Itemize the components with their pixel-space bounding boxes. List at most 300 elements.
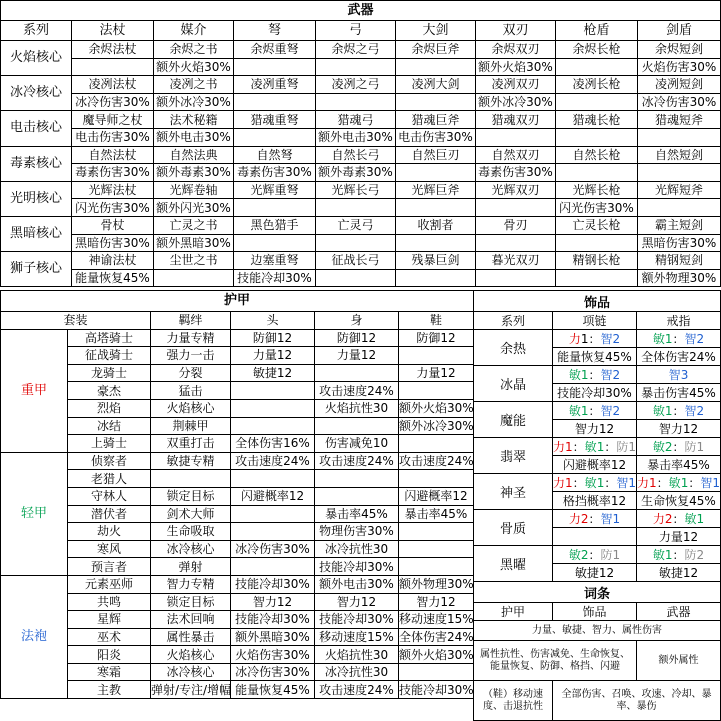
- armor-category-cell: 重甲: [1, 329, 68, 452]
- stat-token: 力: [637, 476, 650, 490]
- weapon-name-cell: 猎魂重弩: [234, 111, 316, 129]
- necklace-bonus: 敏捷12: [553, 564, 637, 582]
- weapon-bonus-cell: 额外毒素30%: [154, 164, 234, 182]
- weapon-bonus-cell: [396, 164, 476, 182]
- armor-set-name: 星辉: [68, 611, 151, 629]
- weapon-bonus-cell: [556, 164, 638, 182]
- affix-header-cell: 武器: [637, 603, 721, 621]
- armor-set-name: 烈焰: [68, 399, 151, 417]
- weapon-name-cell: 凌冽短剑: [638, 76, 721, 94]
- armor-set-row: [1, 417, 474, 435]
- weapon-item-row: [1, 181, 721, 199]
- weapon-bonus-cell: [396, 58, 476, 76]
- armor-feet-stat: [399, 540, 474, 558]
- weapon-bonus-cell: [638, 128, 721, 146]
- armor-body-stat: 火焰抗性30: [315, 646, 399, 664]
- weapon-bonus-cell: [556, 234, 638, 252]
- weapon-name-cell: 神谕法杖: [72, 252, 154, 270]
- necklace-stats: [553, 510, 637, 528]
- stat-token: ：: [572, 476, 585, 490]
- armor-set-row: [1, 505, 474, 523]
- armor-body-stat: 技能冷却30%: [315, 558, 399, 576]
- stat-token: ：: [588, 332, 601, 346]
- armor-header-cell: 身: [315, 312, 399, 330]
- weapon-bonus-cell: 黑暗伤害30%: [638, 234, 721, 252]
- weapon-bonus-cell: [234, 93, 316, 111]
- armor-head-stat: [231, 505, 315, 523]
- weapon-bonus-cell: 额外电击30%: [154, 128, 234, 146]
- armor-title: 护甲: [1, 291, 474, 312]
- weapon-item-row: [1, 216, 721, 234]
- armor-set-name: 潜伏者: [68, 505, 151, 523]
- stat-token: 1: [596, 476, 605, 490]
- armor-head-stat: 技能冷却30%: [231, 611, 315, 629]
- stat-token: 智: [616, 476, 629, 490]
- ring-bonus: 敏捷12: [637, 564, 721, 582]
- weapon-name-cell: 自然弩: [234, 146, 316, 164]
- armor-set-bond: [151, 470, 231, 488]
- armor-feet-stat: [399, 523, 474, 541]
- weapon-bonus-cell: [556, 269, 638, 287]
- ring-stats: [637, 366, 721, 384]
- armor-feet-stat: 闪避概率12: [399, 487, 474, 505]
- armor-set-bond: 荆棘甲: [151, 417, 231, 435]
- armor-feet-stat: 暴击率45%: [399, 505, 474, 523]
- weapon-bonus-cell: 毒素伤害30%: [234, 164, 316, 182]
- accessories-table: [473, 290, 721, 721]
- stat-token: 2: [664, 440, 673, 454]
- weapon-bonus-cell: [154, 269, 234, 287]
- armor-head-stat: 力量12: [231, 347, 315, 365]
- stat-token: 敏: [584, 440, 597, 454]
- accessories-header-cell: 戒指: [637, 312, 721, 330]
- weapon-name-cell: 自然长枪: [556, 146, 638, 164]
- stat-token: 敏: [652, 440, 665, 454]
- ring-stats: [637, 330, 721, 348]
- weapon-name-cell: 猎魂弓: [316, 111, 396, 129]
- weapon-name-cell: 自然双刃: [476, 146, 556, 164]
- armor-set-row: [1, 452, 474, 470]
- armor-feet-stat: [399, 663, 474, 681]
- stat-token: ：: [688, 476, 701, 490]
- armor-body-stat: 移动速度15%: [315, 628, 399, 646]
- armor-set-bond: 力量专精: [151, 329, 231, 347]
- ring-bonus: 智力12: [637, 420, 721, 438]
- armor-body-stat: 攻击速度24%: [315, 681, 399, 699]
- stat-token: 敏: [652, 404, 665, 418]
- armor-set-bond: 锁定目标: [151, 487, 231, 505]
- weapon-series-cell: 黑暗核心: [1, 216, 72, 251]
- stat-token: 1: [696, 440, 705, 454]
- armor-body-stat: [315, 470, 399, 488]
- weapons-header-cell: 大剑: [396, 21, 476, 41]
- armor-set-bond: 生命吸取: [151, 523, 231, 541]
- weapon-bonus-cell: 额外物理30%: [638, 269, 721, 287]
- stat-token: 力: [553, 476, 566, 490]
- stat-token: 敏: [568, 548, 581, 562]
- weapon-name-cell: 光辉法杖: [72, 181, 154, 199]
- stat-token: 1: [664, 404, 673, 418]
- stat-token: 智: [684, 332, 697, 346]
- weapon-item-row: [1, 76, 721, 94]
- weapon-name-cell: 光辉双刃: [476, 181, 556, 199]
- armor-set-name: 老猎人: [68, 470, 151, 488]
- accessory-series-cell: 魔能: [474, 402, 553, 438]
- weapon-name-cell: 尘世之书: [154, 252, 234, 270]
- armor-body-stat: 防御12: [315, 329, 399, 347]
- weapon-bonus-cell: 电击伤害30%: [396, 128, 476, 146]
- weapons-header-row: [1, 21, 721, 41]
- armor-set-bond: 法术回响: [151, 611, 231, 629]
- armor-feet-stat: 全体伤害24%: [399, 629, 474, 644]
- necklace-stats: [553, 366, 637, 384]
- stat-token: 1: [596, 440, 605, 454]
- armor-feet-stat: 技能冷却30%: [399, 682, 474, 697]
- weapon-bonus-cell: 额外毒素30%: [316, 164, 396, 182]
- weapon-name-cell: 凌冽法杖: [72, 76, 154, 94]
- stat-token: 1: [580, 332, 589, 346]
- weapons-header-cell: 媒介: [154, 21, 234, 41]
- armor-body-stat: 冰冷抗性30: [315, 540, 399, 558]
- accessory-series-cell: 骨质: [474, 510, 553, 546]
- stat-token: ：: [672, 332, 685, 346]
- weapon-name-cell: 自然短剑: [638, 146, 721, 164]
- stat-token: 2: [612, 332, 621, 346]
- weapon-bonus-cell: [234, 58, 316, 76]
- armor-head-stat: 敏捷12: [231, 364, 315, 382]
- armor-feet-stat: 智力12: [399, 593, 474, 611]
- weapon-bonus-cell: 额外冰冷30%: [154, 93, 234, 111]
- weapon-bonus-cell: 电击伤害30%: [72, 128, 154, 146]
- armor-set-row: [1, 435, 474, 453]
- armor-set-bond: 火焰核心: [151, 646, 231, 664]
- armor-head-stat: [231, 417, 315, 435]
- weapon-name-cell: 余烬之弓: [316, 41, 396, 59]
- necklace-bonus: 智力12: [553, 420, 637, 438]
- necklace-stats: [553, 474, 637, 492]
- stat-token: 力: [553, 440, 566, 454]
- stat-token: 1: [565, 476, 573, 490]
- armor-feet-stat: 防御12: [399, 329, 474, 347]
- stat-token: 智: [600, 404, 613, 418]
- weapon-bonus-cell: [638, 199, 721, 217]
- weapon-bonus-cell: 火焰伤害30%: [638, 58, 721, 76]
- weapon-bonus-cell: 技能冷却30%: [234, 269, 316, 287]
- armor-feet-stat: 移动速度15%: [399, 612, 474, 627]
- stat-token: ：: [656, 476, 669, 490]
- stat-token: 力: [568, 332, 581, 346]
- ring-stats: [637, 546, 721, 564]
- armor-set-name: 寒霜: [68, 663, 151, 681]
- armor-category-cell: 轻甲: [1, 452, 68, 575]
- stat-token: 1: [580, 368, 589, 382]
- necklace-stats: [553, 330, 637, 348]
- stat-token: 智: [700, 476, 713, 490]
- accessory-series-cell: 余热: [474, 330, 553, 366]
- weapon-name-cell: 余烬长枪: [556, 41, 638, 59]
- armor-feet-stat: 力量12: [399, 364, 474, 382]
- stat-token: 防: [616, 440, 629, 454]
- armor-set-row: [1, 329, 474, 347]
- weapon-series-cell: 光明核心: [1, 181, 72, 216]
- armor-category-cell: 法袍: [1, 575, 68, 698]
- armor-head-stat: 技能冷却30%: [231, 575, 315, 593]
- weapon-series-cell: 电击核心: [1, 111, 72, 146]
- weapon-name-cell: 收割者: [396, 216, 476, 234]
- armor-body-stat: 物理伤害30%: [315, 523, 399, 541]
- accessory-series-cell: 冰晶: [474, 366, 553, 402]
- weapon-name-cell: 余烬短剑: [638, 41, 721, 59]
- armor-feet-stat: 额外物理30%: [399, 577, 474, 592]
- weapon-bonus-cell: 毒素伤害30%: [476, 164, 556, 182]
- weapon-bonus-cell: [556, 128, 638, 146]
- weapon-bonus-cell: [234, 199, 316, 217]
- armor-table: [0, 290, 474, 699]
- weapon-name-cell: 精钢短剑: [638, 252, 721, 270]
- stat-token: 智: [600, 512, 613, 526]
- weapon-bonus-cell: [396, 93, 476, 111]
- weapon-bonus-cell: [638, 164, 721, 182]
- stat-token: 智: [684, 404, 697, 418]
- armor-set-bond: 敏捷专精: [151, 452, 231, 470]
- stat-token: 敏: [684, 512, 697, 526]
- stat-token: 2: [696, 332, 705, 346]
- weapon-bonus-cell: 额外电击30%: [316, 128, 396, 146]
- armor-head-stat: 额外黑暗30%: [231, 628, 315, 646]
- weapon-bonus-cell: 毒素伤害30%: [72, 164, 154, 182]
- armor-set-name: 冰结: [68, 417, 151, 435]
- accessory-stat-row: [474, 510, 721, 528]
- weapon-bonus-cell: 闪光伤害30%: [556, 199, 638, 217]
- stat-token: ：: [572, 440, 585, 454]
- stat-token: 敏: [652, 548, 665, 562]
- stat-token: 力: [568, 512, 581, 526]
- armor-set-row: [1, 593, 474, 611]
- armor-head-stat: 攻击速度24%: [231, 452, 315, 470]
- weapon-name-cell: 猎魂长枪: [556, 111, 638, 129]
- stat-token: 1: [612, 512, 621, 526]
- armor-body-stat: 力量12: [315, 347, 399, 365]
- armor-set-name: 龙骑士: [68, 364, 151, 382]
- weapon-name-cell: 边塞重弩: [234, 252, 316, 270]
- accessory-stat-row: [474, 546, 721, 564]
- weapon-bonus-cell: 额外火焰30%: [154, 58, 234, 76]
- ring-bonus: 暴击伤害45%: [637, 384, 721, 402]
- armor-set-row: [1, 382, 474, 400]
- weapon-name-cell: 自然法典: [154, 146, 234, 164]
- weapon-bonus-cell: [396, 269, 476, 287]
- weapon-bonus-cell: [476, 128, 556, 146]
- ring-bonus: 生命恢复45%: [637, 492, 721, 510]
- weapon-name-cell: 余烬重弩: [234, 41, 316, 59]
- armor-head-stat: [231, 523, 315, 541]
- armor-body-stat: 伤害减免10: [315, 435, 399, 453]
- necklace-bonus: 格挡概率12: [553, 492, 637, 510]
- weapon-name-cell: 猎魂短斧: [638, 111, 721, 129]
- armor-set-name: 元素巫师: [68, 575, 151, 593]
- weapon-bonus-cell: 冰冷伤害30%: [638, 93, 721, 111]
- armor-header-cell: 头: [231, 312, 315, 330]
- weapon-bonus-cell: 闪光伤害30%: [72, 199, 154, 217]
- weapons-header-cell: 枪盾: [556, 21, 638, 41]
- weapon-bonus-cell: [396, 234, 476, 252]
- armor-feet-stat: [399, 382, 474, 400]
- accessory-stat-row: [474, 330, 721, 348]
- weapon-name-cell: 猎魂双刃: [476, 111, 556, 129]
- ring-stats: [637, 402, 721, 420]
- stat-token: 智: [600, 368, 613, 382]
- stat-token: 1: [565, 440, 573, 454]
- armor-set-row: [1, 364, 474, 382]
- stat-token: ：: [672, 548, 685, 562]
- armor-set-name: 高塔骑士: [68, 329, 151, 347]
- weapon-name-cell: 光辉长弓: [316, 181, 396, 199]
- stat-token: 2: [612, 404, 621, 418]
- armor-body-stat: [315, 417, 399, 435]
- accessories-title: 饰品: [474, 291, 721, 312]
- armor-set-row: [1, 540, 474, 558]
- weapon-bonus-cell: 能量恢复45%: [72, 269, 154, 287]
- weapon-item-row: [1, 41, 721, 59]
- stat-token: ：: [588, 404, 601, 418]
- stat-token: 1: [580, 404, 589, 418]
- armor-body-stat: 攻击速度24%: [315, 452, 399, 470]
- weapon-bonus-cell: [316, 58, 396, 76]
- armor-set-row: [1, 575, 474, 593]
- weapon-name-cell: 凌冽双刃: [476, 76, 556, 94]
- armor-set-name: 共鸣: [68, 593, 151, 611]
- affix-armor-acc: 属性抗性、伤害减免、生命恢复、能量恢复、防御、格挡、闪避: [474, 641, 637, 681]
- accessories-header-row: [474, 312, 721, 330]
- weapons-header-cell: 剑盾: [638, 21, 721, 41]
- weapon-name-cell: 亡灵之书: [154, 216, 234, 234]
- armor-head-stat: 智力12: [231, 593, 315, 611]
- armor-head-stat: 防御12: [231, 329, 315, 347]
- armor-head-stat: [231, 382, 315, 400]
- armor-body-stat: [315, 487, 399, 505]
- accessory-stat-row: [474, 474, 721, 492]
- weapons-header-cell: 弩: [234, 21, 316, 41]
- armor-header-cell: 羁绊: [151, 312, 231, 330]
- armor-header-cell: 套装: [1, 312, 151, 330]
- armor-set-row: [1, 663, 474, 681]
- armor-set-bond: 锁定目标: [151, 593, 231, 611]
- weapon-name-cell: 黑色猎手: [234, 216, 316, 234]
- armor-set-row: [1, 523, 474, 541]
- weapon-name-cell: 法术秘籍: [154, 111, 234, 129]
- weapon-bonus-cell: 黑暗伤害30%: [72, 234, 154, 252]
- weapon-bonus-cell: [72, 58, 154, 76]
- weapon-bonus-row: [1, 128, 721, 146]
- weapon-bonus-cell: [316, 199, 396, 217]
- weapon-name-cell: 凌冽长枪: [556, 76, 638, 94]
- armor-head-stat: 冰冷伤害30%: [231, 540, 315, 558]
- armor-set-row: [1, 681, 474, 699]
- weapon-name-cell: 猎魂巨斧: [396, 111, 476, 129]
- stat-token: 1: [680, 476, 689, 490]
- armor-set-row: [1, 628, 474, 646]
- accessory-stat-row: [474, 438, 721, 456]
- stat-token: 3: [680, 368, 689, 382]
- armor-set-bond: 猛击: [151, 382, 231, 400]
- weapon-series-cell: 狮子核心: [1, 252, 72, 287]
- weapon-bonus-row: [1, 58, 721, 76]
- stat-token: 敏: [568, 368, 581, 382]
- stat-token: 2: [580, 548, 589, 562]
- armor-set-name: 巫术: [68, 628, 151, 646]
- stat-token: 防: [600, 548, 613, 562]
- accessories-header-cell: 项链: [553, 312, 637, 330]
- weapon-bonus-cell: 额外闪光30%: [154, 199, 234, 217]
- accessories-header-cell: 系列: [474, 312, 553, 330]
- weapon-name-cell: 凌冽大剑: [396, 76, 476, 94]
- stat-token: 智: [600, 332, 613, 346]
- weapon-name-cell: 光辉重弩: [234, 181, 316, 199]
- affixes-header-row: [474, 603, 721, 621]
- armor-set-name: 侦察者: [68, 452, 151, 470]
- weapon-name-cell: 光辉巨斧: [396, 181, 476, 199]
- armor-head-stat: 全体伤害16%: [231, 435, 315, 453]
- weapon-name-cell: 征战长弓: [316, 252, 396, 270]
- weapon-bonus-cell: [316, 269, 396, 287]
- weapon-name-cell: 自然长弓: [316, 146, 396, 164]
- armor-head-stat: [231, 558, 315, 576]
- armor-feet-stat: [399, 435, 474, 453]
- weapons-header-cell: 法杖: [72, 21, 154, 41]
- armor-feet-stat: 额外冰冷30%: [399, 418, 474, 433]
- stat-token: 力: [652, 512, 665, 526]
- stat-token: 1: [696, 512, 705, 526]
- weapon-name-cell: 亡灵弓: [316, 216, 396, 234]
- weapon-item-row: [1, 252, 721, 270]
- armor-header-cell: 鞋: [399, 312, 474, 330]
- armor-set-name: 守林人: [68, 487, 151, 505]
- stat-token: 2: [696, 404, 705, 418]
- armor-set-bond: 火焰核心: [151, 399, 231, 417]
- weapon-name-cell: 暮光双刃: [476, 252, 556, 270]
- affix-shared: 力量、敏捷、智力、属性伤害: [474, 621, 721, 641]
- armor-set-row: [1, 611, 474, 629]
- affix-acc-weapon: 全部伤害、召唤、攻速、冷却、暴率、暴伤: [553, 681, 721, 721]
- affix-header-cell: 饰品: [553, 603, 637, 621]
- accessory-series-cell: 黑曜: [474, 546, 553, 582]
- armor-set-bond: 冰冷核心: [151, 540, 231, 558]
- weapons-title: 武器: [1, 1, 721, 21]
- stat-token: 智: [668, 368, 681, 382]
- weapon-name-cell: 光辉卷轴: [154, 181, 234, 199]
- armor-set-name: 预言者: [68, 558, 151, 576]
- weapon-bonus-cell: [396, 199, 476, 217]
- armor-set-bond: 弹射: [151, 558, 231, 576]
- armor-feet-stat: 额外火焰30%: [399, 401, 474, 416]
- affixes-title: 词条: [474, 582, 721, 603]
- accessory-stat-row: [474, 366, 721, 384]
- stat-token: 1: [628, 476, 636, 490]
- necklace-stats: [553, 546, 637, 564]
- armor-header-row: [1, 312, 474, 330]
- armor-set-row: [1, 470, 474, 488]
- armor-set-name: 寒风: [68, 540, 151, 558]
- armor-set-row: [1, 558, 474, 576]
- accessory-series-cell: 翡翠: [474, 438, 553, 474]
- weapon-name-cell: 霸主短剑: [638, 216, 721, 234]
- weapons-header-cell: 弓: [316, 21, 396, 41]
- stat-token: 2: [696, 548, 705, 562]
- weapon-name-cell: 骨刃: [476, 216, 556, 234]
- weapon-name-cell: 光辉短斧: [638, 181, 721, 199]
- armor-head-stat: 冰冷伤害30%: [231, 663, 315, 681]
- necklace-stats: [553, 438, 637, 456]
